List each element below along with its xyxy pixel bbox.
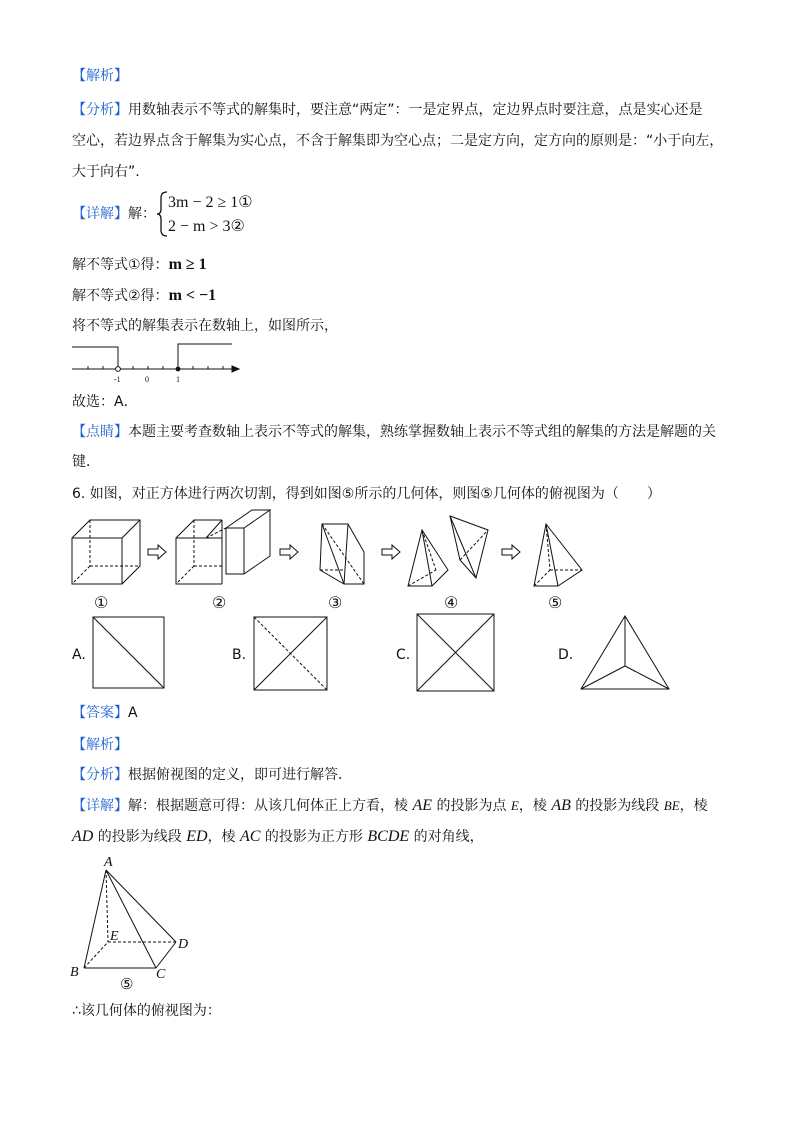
answer-detail-line-2 [72, 827, 484, 847]
question-6-stem: 6. 如图，对正方体进行两次切割，得到如图⑤所示的几何体，则图⑤几何体的俯视图为（ ） [72, 486, 661, 502]
xiangjie-tag: 【详解】 [72, 206, 128, 222]
system-brace [155, 190, 169, 238]
open-point-icon [116, 367, 121, 372]
fenxi-tag: 【分析】 [72, 102, 128, 118]
step-label-4: ④ [444, 595, 459, 612]
vertex-D: D [178, 937, 189, 952]
daan-value: A [128, 705, 138, 721]
solve-2-text: 解不等式②得： [72, 288, 169, 304]
numline-text: 将不等式的解集表示在数轴上，如图所示， [72, 318, 338, 334]
inequality-2: 2 − m > 3② [168, 218, 245, 235]
jiexi-heading: 【解析】 [72, 68, 128, 84]
step-label-5: ⑤ [548, 595, 563, 612]
tick-label-neg1: -1 [114, 375, 121, 384]
solve-2-math: m < −1 [168, 287, 217, 304]
option-b-figure [253, 616, 329, 696]
detail-text-2d: 的对角线， [409, 829, 484, 845]
option-d-label: D. [558, 647, 574, 663]
math-BCDE: BCDE [367, 828, 410, 845]
step-3-solid [320, 524, 364, 584]
math-E: E [510, 798, 519, 813]
dianjing-text-1: 本题主要考查数轴上表示不等式的解集，熟练掌握数轴上表示不等式组的解集的方法是解题的关 [128, 424, 716, 440]
detail-text-1b: 的投影为点 [432, 798, 511, 814]
daan-line [72, 703, 138, 723]
fenxi-text-3: 大于向右”. [72, 164, 140, 180]
solve-1-line [72, 255, 207, 275]
math-BE: BE [663, 798, 680, 813]
answer-fenxi-line [72, 765, 352, 785]
daan-tag: 【答案】 [72, 705, 128, 721]
xiangjie-prefix: 解： [128, 206, 156, 222]
detail-text-2c: 的投影为正方形 [260, 829, 368, 845]
step-4-pieces [408, 516, 488, 586]
xiangjie-line [72, 204, 156, 224]
cutting-steps-figure [66, 508, 594, 612]
math-AE-1: AE [412, 797, 432, 814]
conclusion-line: ∴该几何体的俯视图为： [72, 1003, 221, 1019]
solve-1-text: 解不等式①得： [72, 257, 169, 273]
fenxi-text-1: 用数轴表示不等式的解集时，要注意“两定”：一是定界点，定边界点时要注意，点是实心还是 [128, 102, 703, 118]
option-a-label: A. [72, 647, 86, 663]
option-b-label: B. [232, 647, 247, 663]
answer-detail-line-1 [72, 796, 708, 816]
dianjing-line-1 [72, 422, 716, 442]
step-arrow-3-icon [382, 545, 400, 559]
pyramid-label: ⑤ [120, 977, 134, 992]
vertex-B: B [70, 965, 79, 980]
answer-xiangjie-tag: 【详解】 [72, 798, 128, 814]
detail-text-1c: ，棱 [518, 798, 552, 814]
right-solution-ray [178, 344, 232, 369]
solve-2-line [72, 286, 216, 306]
vertex-E: E [110, 929, 119, 944]
step-label-3: ③ [328, 595, 343, 612]
answer-fenxi-tag: 【分析】 [72, 767, 128, 783]
left-solution-ray [72, 347, 118, 369]
math-AB: AB [551, 797, 571, 814]
vertex-A: A [104, 855, 113, 870]
math-ED: ED [186, 828, 208, 845]
solid-point-icon [176, 367, 181, 372]
vertex-C: C [156, 967, 166, 982]
inequality-1: 3m − 2 ≥ 1① [168, 194, 253, 211]
math-AC: AC [240, 828, 261, 845]
answer-choice-line: 故选：A． [72, 394, 138, 410]
math-AD: AD [72, 828, 94, 845]
dianjing-tag: 【点睛】 [72, 424, 128, 440]
step-5-solid [534, 524, 582, 586]
pyramid-figure [68, 852, 198, 992]
axis-arrow-icon [232, 366, 239, 372]
answer-jiexi-heading: 【解析】 [72, 737, 128, 753]
number-line-figure [72, 340, 244, 386]
fenxi-line-1 [72, 100, 703, 120]
step-1-cube [72, 520, 140, 584]
step-arrow-1-icon [148, 545, 166, 559]
answer-fenxi-text: 根据俯视图的定义，即可进行解答． [128, 767, 352, 783]
option-c-figure [416, 613, 496, 697]
detail-text-1d: 的投影为线段 [570, 798, 664, 814]
solve-1-math: m ≥ 1 [168, 256, 207, 273]
tick-label-1: 1 [176, 375, 180, 384]
detail-text-1e: ，棱 [679, 798, 708, 814]
dianjing-text-2: 键． [72, 454, 100, 470]
detail-text-2b: ，棱 [207, 829, 241, 845]
step-arrow-4-icon [502, 545, 520, 559]
step-label-2: ② [212, 595, 227, 612]
detail-text-1a: 解：根据题意可得：从该几何体正上方看，棱 [128, 798, 413, 814]
step-2-cube [176, 510, 270, 584]
option-c-label: C. [396, 647, 411, 663]
option-a-figure [92, 616, 166, 694]
option-d-figure [579, 614, 671, 696]
step-label-1: ① [94, 595, 109, 612]
tick-label-0: 0 [145, 375, 149, 384]
detail-text-2a: 的投影为线段 [93, 829, 187, 845]
fenxi-text-2: 空心，若边界点含于解集为实心点，不含于解集即为空心点；二是定方向，定方向的原则是：“小于向左， [72, 133, 724, 149]
step-arrow-2-icon [280, 545, 298, 559]
